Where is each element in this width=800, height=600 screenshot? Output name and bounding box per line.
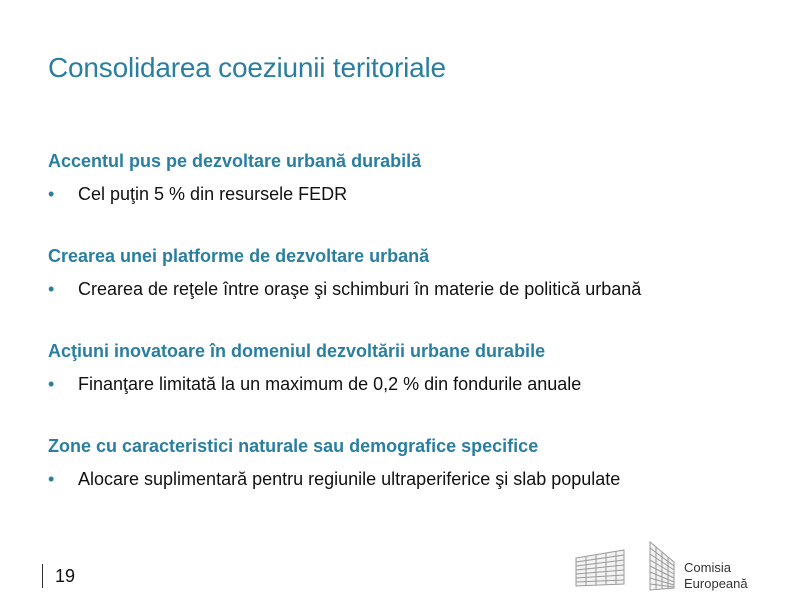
european-commission-logo xyxy=(574,540,784,594)
bullet-dot-icon: • xyxy=(48,279,55,299)
bullet-text: Crearea de reţele între oraşe şi schimburi în materie de politică urbană xyxy=(78,279,642,299)
bullet-text: Cel puţin 5 % din resursele FEDR xyxy=(78,184,348,204)
bullet-text: Finanţare limitată la un maximum de 0,2 % din fondurile anuale xyxy=(78,374,582,394)
bullet-item xyxy=(48,277,788,301)
footer-divider xyxy=(42,564,43,588)
section-heading: Accentul pus pe dezvoltare urbană durabilă xyxy=(48,151,422,171)
page-number: 19 xyxy=(55,565,76,586)
section-innovative-actions xyxy=(48,339,788,396)
bullet-item xyxy=(48,467,788,491)
content-sections xyxy=(48,149,788,529)
section-heading: Crearea unei platforme de dezvoltare urbană xyxy=(48,246,430,266)
slide-title: Consolidarea coeziunii teritoriale xyxy=(48,52,446,83)
logo-line-1: Comisia xyxy=(684,560,731,575)
section-heading: Acţiuni inovatoare în domeniul dezvoltării urbane durabile xyxy=(48,341,546,361)
logo-text xyxy=(684,560,748,592)
bullet-dot-icon: • xyxy=(48,184,55,204)
section-urban-development xyxy=(48,149,788,206)
european-commission-building-logo-icon xyxy=(574,540,678,594)
bullet-text: Alocare suplimentară pentru regiunile ultraperiferice şi slab populate xyxy=(78,469,621,489)
logo-line-2: Europeană xyxy=(684,576,748,591)
bullet-item xyxy=(48,372,788,396)
section-specific-areas xyxy=(48,434,788,491)
slide-footer xyxy=(42,564,75,588)
bullet-item xyxy=(48,182,788,206)
bullet-dot-icon: • xyxy=(48,469,55,489)
section-heading: Zone cu caracteristici naturale sau demografice specifice xyxy=(48,436,539,456)
bullet-dot-icon: • xyxy=(48,374,55,394)
section-urban-platform xyxy=(48,244,788,301)
